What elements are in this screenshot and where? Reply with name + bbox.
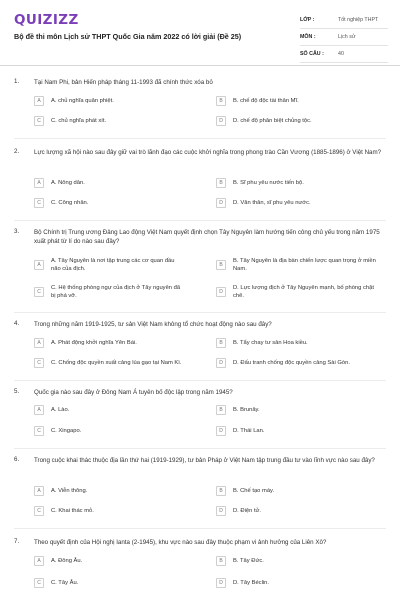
option-letter-box: A [34,338,44,348]
meta-label: LỚP : [300,17,315,23]
option-letter-box: D [216,506,226,516]
question-number: 5. [14,388,20,395]
option-letter-box: D [216,287,226,297]
option-letter-box: C [34,116,44,126]
answer-option-d[interactable] [216,504,386,518]
option-letter-box: B [216,178,226,188]
option-text: C. Hệ thống phòng ngự của địch ở Tây nguyên đã bị phá vỡ. [51,285,181,299]
answer-option-b[interactable] [216,94,386,108]
answer-option-d[interactable] [216,196,386,210]
question-divider [14,380,386,381]
option-letter-box: D [216,358,226,368]
question-divider [14,312,386,313]
meta-value: 40 [338,51,344,57]
question-text: Quốc gia nào sau đây ở Đông Nam Á tuyên bố độc lập trong năm 1945? [34,389,233,396]
option-text: C. Xingapo. [51,428,82,434]
answer-option-a[interactable] [34,336,184,350]
option-text: A. Phát động khởi nghĩa Yên Bái. [51,340,137,346]
option-letter-box: A [34,405,44,415]
option-text: D. Thái Lan. [233,428,265,434]
answer-option-b[interactable] [216,554,386,568]
answer-option-c[interactable] [34,196,184,210]
answer-option-c[interactable] [34,356,184,370]
option-letter-box: A [34,556,44,566]
option-text: D. Lực lượng địch ở Tây Nguyên mạnh, bố phòng chặt chẽ. [233,285,374,299]
option-text: B. chế độ độc tài thân Mĩ. [233,98,299,104]
question-divider [14,448,386,449]
option-letter-box: D [216,578,226,588]
answer-option-d[interactable] [216,356,386,370]
option-letter-box: A [34,260,44,270]
answer-option-b[interactable] [216,254,386,276]
option-letter-box: D [216,116,226,126]
question-number: 4. [14,320,20,327]
answer-option-a[interactable] [34,176,184,190]
question-number: 3. [14,228,20,235]
option-text: D. Điện tử. [233,508,262,514]
option-letter-box: C [34,358,44,368]
option-text: D. chế độ phân biệt chủng tộc. [233,118,312,124]
option-text: C. Khai thác mỏ. [51,508,94,514]
option-letter-box: C [34,198,44,208]
question-text: Lực lượng xã hội nào sau đây giữ vai trò lãnh đạo các cuộc khởi nghĩa trong phong trào Cần Vương (1885-1896) ở Việt Nam? [34,149,382,156]
question-number: 6. [14,456,20,463]
answer-option-b[interactable] [216,176,386,190]
answer-option-c[interactable] [34,576,184,590]
option-letter-box: B [216,405,226,415]
option-text: B. Brunây. [233,407,260,413]
option-text: D. Văn thân, sĩ phu yêu nước. [233,200,311,206]
answer-option-a[interactable] [34,484,184,498]
option-letter-box: A [34,486,44,496]
option-text: B. Tẩy chay tư sản Hoa kiều. [233,340,308,346]
option-text: C. Chống độc quyền xuất cảng lúa gạo tại Nam Kì. [51,360,182,366]
option-text: A. Lào. [51,407,70,413]
meta-table [300,12,388,63]
answer-option-c[interactable] [34,114,184,128]
meta-value: Tốt nghiệp THPT [338,17,379,23]
quizizz-logo[interactable]: QUIZIZZ [14,12,79,28]
option-letter-box: A [34,96,44,106]
answer-option-b[interactable] [216,484,386,498]
answer-option-a[interactable] [34,254,184,276]
question-number: 2. [14,148,20,155]
answer-option-b[interactable] [216,336,386,350]
meta-label: MÔN : [300,34,316,40]
option-text: B. Tây Đức. [233,558,264,564]
answer-option-d[interactable] [216,281,386,303]
question-text: Trong những năm 1919-1925, tư sản Việt Nam không tổ chức hoạt động nào sau đây? [34,321,272,328]
answer-option-c[interactable] [34,504,184,518]
question-text: Tại Nam Phi, bản Hiến pháp tháng 11-1993 đã chính thức xóa bỏ [34,79,213,86]
option-letter-box: D [216,198,226,208]
answer-option-c[interactable] [34,281,184,303]
meta-row-class [300,12,388,29]
option-text: D. Đấu tranh chống độc quyền cảng Sài Gòn. [233,360,350,366]
answer-option-a[interactable] [34,403,184,417]
question-text: Bộ Chính trị Trung ương Đảng Lao động Việt Nam quyết định chọn Tây Nguyên làm hướng tiến công chủ yếu trong năm 1975 xuất phát từ lí do nào sau đây? [34,229,380,245]
answer-option-d[interactable] [216,424,386,438]
option-letter-box: B [216,260,226,270]
question-divider [14,528,386,529]
page-header [0,0,400,66]
option-letter-box: C [34,426,44,436]
answer-option-d[interactable] [216,114,386,128]
meta-value: Lịch sử [338,34,356,40]
option-letter-box: C [34,578,44,588]
option-text: B. Sĩ phu yêu nước tiến bộ. [233,180,304,186]
question-text: Trong cuộc khai thác thuộc địa lần thứ hai (1919-1929), tư bản Pháp ở Việt Nam tập trung đầu tư vào lĩnh vực nào sau đây? [34,457,375,464]
option-letter-box: B [216,96,226,106]
question-divider [14,220,386,221]
option-text: C. chủ nghĩa phát xít. [51,118,107,124]
option-text: D. Tây Béclin. [233,580,269,586]
option-text: B. Chế tạo máy. [233,488,275,494]
option-letter-box: A [34,178,44,188]
option-text: B. Tây Nguyên là địa bàn chiến lược quan trọng ở miền Nam. [233,258,376,272]
question-number: 7. [14,538,20,545]
option-letter-box: C [34,287,44,297]
question-number: 1. [14,78,20,85]
document-title: Bộ đề thi môn Lịch sử THPT Quốc Gia năm 2022 có lời giải (Đề 25) [14,32,242,41]
option-text: C. Công nhân. [51,200,89,206]
option-letter-box: B [216,486,226,496]
answer-option-a[interactable] [34,554,184,568]
option-letter-box: C [34,506,44,516]
answer-option-a[interactable] [34,94,184,108]
option-text: A. Đông Âu. [51,558,83,564]
option-text: A. Nông dân. [51,180,85,186]
option-text: C. Tây Âu. [51,580,79,586]
question-text: Theo quyết định của Hội nghị Ianta (2-1945), khu vực nào sau đây thuộc phạm vi ảnh hưởng của Liên Xô? [34,539,327,546]
meta-label: SỐ CÂU : [300,51,324,57]
option-letter-box: D [216,426,226,436]
option-text: A. Viễn thông. [51,488,88,494]
meta-row-count [300,46,388,63]
option-letter-box: B [216,556,226,566]
option-text: A. Tây Nguyên là nơi tập trung các cơ quan đầu não của địch. [51,258,175,272]
option-text: A. chủ nghĩa quân phiệt. [51,98,114,104]
answer-option-c[interactable] [34,424,184,438]
option-letter-box: B [216,338,226,348]
meta-row-subject [300,29,388,46]
question-divider [14,138,386,139]
answer-option-d[interactable] [216,576,386,590]
answer-option-b[interactable] [216,403,386,417]
